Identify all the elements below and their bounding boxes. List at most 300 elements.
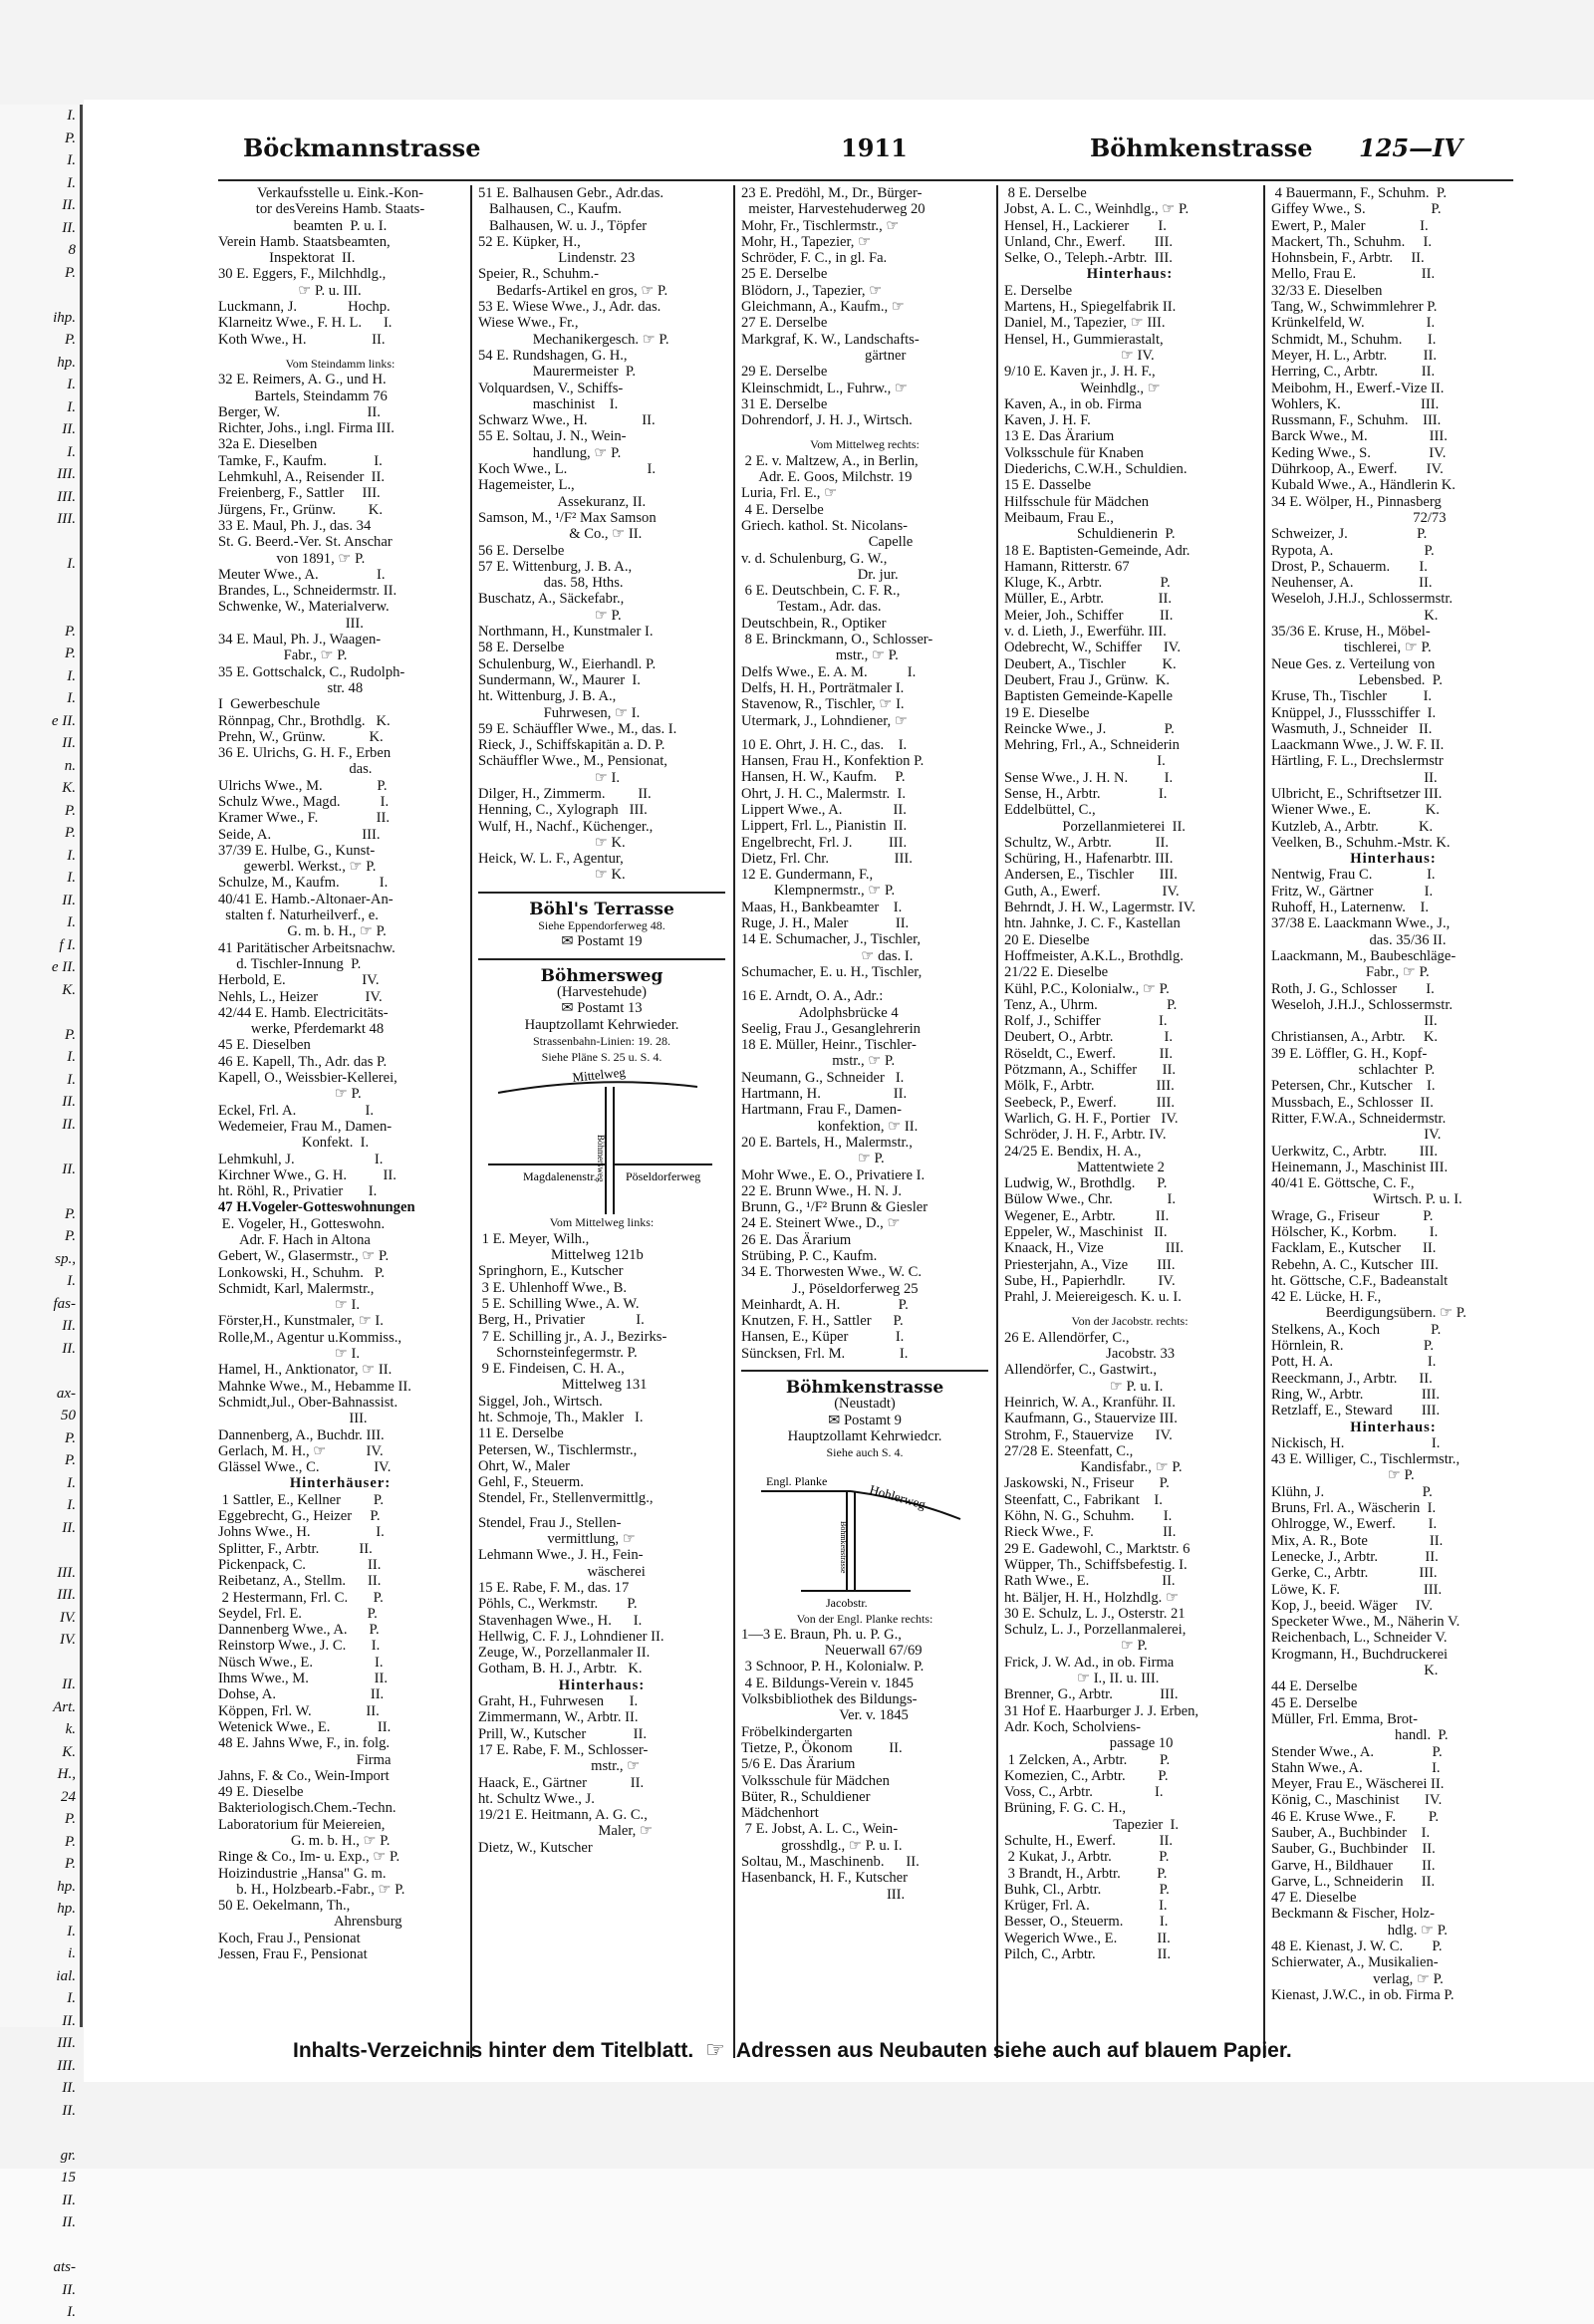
address-entry: 17 E. Rabe, F. M., Schlosser- — [478, 1741, 649, 1758]
address-entry: Deubert, O., Arbtr. I. — [1004, 1029, 1174, 1046]
directory-page — [84, 100, 1594, 2082]
address-entry: 15 E. Rabe, F. M., das. 17 — [478, 1579, 630, 1596]
margin-mark: gr. — [60, 2147, 76, 2164]
address-entry: Röseldt, C., Ewerf. II. — [1004, 1045, 1174, 1062]
margin-mark: II. — [62, 197, 76, 213]
margin-mark: ats- — [53, 2259, 76, 2275]
address-entry: ht. Bäljer, H. H., Holzhdlg. ☞ — [1004, 1589, 1180, 1606]
address-entry: Hoffmeister, A.K.L., Brothdlg. — [1004, 947, 1184, 964]
address-entry: Deubert, Frau J., Grünw. K. — [1004, 671, 1171, 688]
address-entry: Hamann, Ritterstr. 67 — [1004, 558, 1130, 575]
centered-entry: Hauptzollamt Kehrwiedcr. — [787, 1427, 942, 1444]
address-entry: Mölk, F., Arbtr. III. — [1004, 1078, 1175, 1095]
address-entry: Förster,H., Kunstmaler, ☞ I. — [218, 1313, 384, 1330]
margin-mark: I. — [67, 870, 76, 886]
address-entry: Pilch, C., Arbtr. II. — [1004, 1946, 1172, 1963]
address-entry: Wüpper, Th., Schiffsbefestig. I. — [1004, 1556, 1188, 1573]
address-entry: Rath Wwe., E. II. — [1004, 1573, 1176, 1590]
margin-mark: 50 — [61, 1408, 76, 1423]
address-entry: 34 E. Maul, Ph. J., Waagen- — [218, 632, 382, 648]
margin-mark: I. — [67, 1273, 76, 1289]
column-1 — [218, 185, 462, 2058]
address-entry: Nehls, L., Heizer IV. — [218, 988, 383, 1005]
margin-mark: K. — [62, 780, 76, 796]
address-entry: handlung, ☞ P. — [478, 444, 622, 461]
address-entry: Mittelweg 121b — [478, 1247, 644, 1264]
address-entry: Kubald Wwe., A., Händlerin K. — [1271, 477, 1456, 494]
address-entry: ht. Wittenburg, J. B. A., — [478, 688, 617, 705]
address-entry: Reinstorp Wwe., J. C. I. — [218, 1638, 381, 1655]
address-entry: Eggebrecht, G., Heizer P. — [218, 1508, 381, 1525]
centered-entry: Verkaufsstelle u. Eink.-Kon- — [257, 185, 423, 201]
address-entry: meister, Harvestehuderweg 20 — [741, 201, 926, 218]
page-number: 125—IV — [1359, 133, 1462, 162]
address-entry: Gebert, W., Glasermstr., ☞ P. — [218, 1248, 390, 1265]
address-entry: Baptisten Gemeinde-Kapelle — [1004, 688, 1173, 705]
address-entry: 41 Paritätischer Arbeitsnachw. — [218, 939, 396, 956]
address-entry: Christiansen, A., Arbtr. K. — [1271, 1029, 1439, 1046]
address-entry: Stendel, Frau J., Stellen- — [478, 1514, 622, 1531]
address-entry: Ringe & Co., Im- u. Exp., ☞ P. — [218, 1849, 400, 1866]
address-entry: Schüring, H., Hafenarbtr. III. — [1004, 851, 1174, 868]
address-entry: Kruse, Th., Tischler I. — [1271, 688, 1433, 705]
address-entry: 53 E. Wiese Wwe., J., Adr. das. — [478, 299, 662, 316]
address-entry: Schröder, F. C., in gl. Fa. — [741, 250, 888, 267]
address-entry: Maas, H., Bankbeamter I. — [741, 899, 903, 915]
address-entry: Wiese Wwe., Fr., — [478, 315, 579, 332]
margin-mark: II. — [62, 2281, 76, 2298]
margin-mark: I. — [67, 2304, 76, 2320]
centered-entry: (Harvestehude) — [557, 983, 647, 1000]
margin-mark: II. — [62, 1340, 76, 1357]
address-entry: 55 E. Soltau, J. N., Wein- — [478, 428, 627, 445]
address-entry: Verein Hamb. Staatsbeamten, — [218, 233, 391, 250]
street-map-boehmkenstrasse — [741, 1461, 980, 1611]
address-entry: Klarneitz Wwe., F. H. L. I. — [218, 315, 393, 332]
address-entry: Petersen, W., Tischlermstr., — [478, 1441, 638, 1458]
address-entry: 13 E. Das Ärarium — [1004, 428, 1115, 445]
address-entry: 3 Schnoor, P. H., Kolonialw. P. — [741, 1659, 925, 1676]
address-entry: Dannenberg Wwe., A. P. — [218, 1622, 380, 1639]
address-entry: Wirtsch. P. u. I. — [1271, 1191, 1462, 1208]
address-entry: 4 E. Bildungs-Verein v. 1845 — [741, 1675, 914, 1691]
margin-mark: P. — [65, 1811, 76, 1827]
footer-new-buildings-note: Adressen aus Neubauten siehe auch auf blauem Papier. — [735, 2039, 1292, 2062]
street-heading: Böhl's Terrasse — [529, 899, 674, 919]
address-entry: 47 E. Dieselbe — [1271, 1890, 1357, 1907]
address-entry: Speier, R., Schuhm.- — [478, 266, 600, 283]
small-note: Siehe auch S. 4. — [826, 1445, 904, 1460]
margin-mark — [0, 284, 80, 307]
margin-mark: I. — [67, 914, 76, 930]
margin-mark — [0, 576, 80, 599]
address-entry: Gleichmann, A., Kaufm., ☞ — [741, 299, 905, 316]
address-entry: Berg, H., Privatier I. — [478, 1312, 645, 1329]
address-entry: Jobst, A. L. C., Weinhdlg., ☞ P. — [1004, 201, 1190, 218]
address-entry: ht. Schmoje, Th., Makler I. — [478, 1410, 644, 1425]
address-entry: 30 E. Eggers, F., Milchhdlg., — [218, 266, 387, 283]
margin-mark: P. — [65, 1452, 76, 1468]
address-entry: Dietz, W., Kutscher — [478, 1839, 593, 1856]
address-entry: Sense Wwe., J. H. N. I. — [1004, 769, 1174, 786]
address-entry: 59 E. Schäuffler Wwe., M., das. I. — [478, 720, 677, 737]
address-entry: Beckmann & Fischer, Holz- — [1271, 1906, 1435, 1923]
margin-mark: hp. — [57, 1878, 76, 1895]
address-entry: Reeckmann, J., Arbtr. II. — [1271, 1370, 1433, 1387]
address-entry: Strübing, P. C., Kaufm. — [741, 1248, 878, 1264]
address-entry: Eddelbüttel, C., — [1004, 802, 1096, 819]
address-entry: Süncksen, Frl. M. I. — [741, 1345, 909, 1362]
address-entry: Zeuge, W., Porzellanmaler II. — [478, 1645, 651, 1662]
address-entry: Rieck Wwe., F. II. — [1004, 1524, 1177, 1541]
address-entry: Hölscher, K., Korbm. I. — [1271, 1224, 1439, 1240]
address-entry: Hansen, E., Küper I. — [741, 1329, 905, 1346]
header-street-right: Böhmkenstrasse — [1090, 133, 1313, 162]
address-entry: III. — [218, 1411, 368, 1427]
address-entry: Dietz, Frl. Chr. III. — [741, 850, 913, 867]
address-entry: Reichenbach, L., Schneider V. — [1271, 1630, 1448, 1647]
address-entry: Selke, O., Teleph.-Arbtr. III. — [1004, 250, 1173, 267]
address-entry: Hansen, Frau H., Konfektion P. — [741, 753, 925, 770]
address-entry: Pötzmann, A., Schiffer II. — [1004, 1062, 1176, 1079]
margin-mark: 15 — [61, 2170, 76, 2186]
address-entry: 45 E. Dieselben — [218, 1037, 311, 1054]
address-entry: Jahns, F. & Co., Wein-Import — [218, 1767, 390, 1784]
address-entry: Ruge, J. H., Maler II. — [741, 915, 910, 932]
address-entry: Lonkowski, H., Schuhm. P. — [218, 1264, 386, 1281]
margin-mark: P. — [65, 802, 76, 819]
margin-mark: IV. — [60, 1609, 76, 1626]
address-entry: Steenfatt, C., Fabrikant I. — [1004, 1491, 1163, 1508]
address-entry: 26 E. Allendörfer, C., — [1004, 1329, 1130, 1346]
address-entry: Bedarfs-Artikel en gros, ☞ P. — [478, 282, 668, 299]
address-entry: Eckel, Frl. A. I. — [218, 1102, 375, 1119]
address-entry: Ohlrogge, W., Ewerf. I. — [1271, 1516, 1438, 1533]
page-footer — [293, 2037, 1488, 2063]
address-entry — [1004, 1305, 1255, 1313]
address-entry: Stahn Wwe., A. I. — [1271, 1759, 1441, 1776]
centered-entry: tor desVereins Hamb. Staats- — [255, 201, 425, 218]
address-entry: I Gewerbeschule — [218, 696, 321, 713]
address-entry: Rypota, A. P. — [1271, 542, 1435, 559]
address-entry: 34 E. Wölper, H., Pinnasberg — [1271, 493, 1442, 510]
margin-mark — [0, 1652, 80, 1675]
margin-mark: I. — [67, 1071, 76, 1088]
margin-mark: P. — [65, 1228, 76, 1244]
address-entry: ☞ P. u. III. — [218, 282, 362, 299]
address-entry: Pott, H. A. I. — [1271, 1354, 1437, 1371]
address-entry: Luria, Frl. E., ☞ — [741, 485, 838, 502]
address-entry: Klempnermstr., ☞ P. — [741, 883, 896, 900]
address-entry: Jacobstr. 33 — [1004, 1346, 1176, 1363]
address-entry: Johns Wwe., H. I. — [218, 1524, 385, 1541]
address-entry: Kirchner Wwe., G. H. II. — [218, 1166, 397, 1183]
section-heading: Hinterhäuser: — [289, 1475, 392, 1492]
address-entry: 2 Hestermann, Frl. C. P. — [218, 1589, 384, 1606]
address-entry: Ihms Wwe., M. II. — [218, 1671, 388, 1687]
margin-mark: e II. — [51, 959, 76, 975]
address-entry: Springhorn, E., Kutscher — [478, 1263, 624, 1280]
margin-mark: II. — [62, 1519, 76, 1536]
address-entry: Löwe, K. F. III. — [1271, 1581, 1443, 1598]
column-divider — [470, 185, 472, 2058]
address-entry: 5/6 E. Das Ärarium — [741, 1756, 856, 1773]
address-entry: Fritz, W., Gärtner I. — [1271, 883, 1434, 900]
address-entry: Freienberg, F., Sattler III. — [218, 485, 381, 502]
address-entry: Nickisch, H. I. — [1271, 1434, 1441, 1451]
address-entry: d. Tischler-Innung P. — [218, 955, 362, 972]
address-entry: Gerke, C., Arbtr. III. — [1271, 1565, 1438, 1582]
address-entry: König, C., Maschinist IV. — [1271, 1792, 1443, 1809]
centered-entry: ✉ Postamt 19 — [561, 933, 643, 950]
address-entry: Herring, C., Arbtr. II. — [1271, 364, 1436, 381]
address-entry: 22 E. Brunn Wwe., H. N. J. — [741, 1182, 903, 1199]
address-entry: Prill, W., Kutscher II. — [478, 1725, 648, 1742]
address-entry: Bartels, Steindamm 76 — [218, 387, 388, 404]
address-entry: Hörnlein, R. P. — [1271, 1338, 1434, 1355]
address-entry: Jürgens, Fr., Grünw. K. — [218, 501, 383, 518]
margin-mark — [0, 1180, 80, 1203]
address-entry: 35/36 E. Kruse, H., Möbel- — [1271, 624, 1431, 641]
address-entry: str. 48 — [218, 679, 364, 696]
margin-mark — [0, 598, 80, 621]
address-entry: Gerlach, M. H., ☞ IV. — [218, 1442, 384, 1459]
margin-mark: Art. — [53, 1698, 76, 1715]
address-entry: Reibetanz, A., Stellm. II. — [218, 1573, 382, 1590]
address-entry: 3 E. Uhlenhoff Wwe., B. — [478, 1279, 628, 1296]
address-entry: Specketer Wwe., M., Näherin V. — [1271, 1614, 1461, 1631]
address-entry: Meyer, H. L., Arbtr. II. — [1271, 347, 1437, 364]
header-rule — [218, 179, 1513, 181]
address-entry: 24/25 E. Bendix, H. A., — [1004, 1143, 1142, 1160]
address-entry: Rolf, J., Schiffer I. — [1004, 1013, 1168, 1030]
address-entry: Hensel, H., Lackierer I. — [1004, 217, 1167, 234]
small-note: Vom Steindamm links: — [285, 356, 396, 371]
address-entry: Dr. jur. — [741, 566, 899, 583]
header-street-left: Böckmannstrasse — [243, 133, 481, 162]
address-entry: Prahl, J. Meiereigesch. K. u. I. — [1004, 1289, 1182, 1306]
address-entry: 26 E. Das Ärarium — [741, 1231, 852, 1248]
address-entry: Luckmann, J. Hochp. — [218, 299, 391, 316]
address-entry: Köppen, Frl. W. II. — [218, 1702, 380, 1719]
address-entry: Allendörfer, C., Gastwirt., — [1004, 1362, 1158, 1379]
address-entry: Brüning, F. G. C. H., — [1004, 1800, 1127, 1817]
column-divider — [1263, 185, 1265, 2058]
address-entry: Mohr Wwe., E. O., Privatiere I. — [741, 1166, 926, 1183]
address-entry: wäscherei — [478, 1563, 646, 1580]
address-entry: Köhn, N. G., Schuhm. I. — [1004, 1508, 1173, 1525]
address-entry: Sense, H., Arbtr. I. — [1004, 785, 1168, 802]
address-entry: 8 E. Brinckmann, O., Schlosser- — [741, 632, 933, 648]
margin-mark: K. — [62, 981, 76, 998]
address-entry: Dührkoop, A., Ewerf. IV. — [1271, 461, 1444, 478]
address-entry: Schweizer, J. P. — [1271, 526, 1428, 543]
address-entry: Koth Wwe., H. II. — [218, 331, 386, 348]
map-street-label: Pöseldorferweg — [626, 1169, 701, 1184]
margin-mark: I. — [67, 152, 76, 168]
footer-index-note: Inhalts-Verzeichnis hinter dem Titelblatt. — [293, 2039, 694, 2062]
margin-mark: P. — [65, 1205, 76, 1222]
address-entry: E. Vogeler, H., Gotteswohn. — [218, 1215, 386, 1232]
margin-mark: III. — [57, 2057, 76, 2074]
address-entry: Hartmann, H. II. — [741, 1086, 908, 1103]
address-entry: Deubert, A., Tischler K. — [1004, 655, 1177, 672]
margin-mark: P. — [65, 646, 76, 661]
margin-mark: II. — [62, 2192, 76, 2208]
address-entry: Drost, P., Schauerm. I. — [1271, 558, 1428, 575]
address-entry: Dannenberg, A., Buchdr. III. — [218, 1426, 385, 1443]
margin-mark: I. — [67, 847, 76, 864]
address-entry: Hensel, H., Gummierastalt, — [1004, 331, 1164, 348]
address-entry: 51 E. Balhausen Gebr., Adr.das. — [478, 185, 664, 201]
margin-mark: n. — [64, 757, 76, 774]
small-note: Von der Jacobstr. rechts: — [1071, 1314, 1189, 1329]
address-entry: Soltau, M., Maschinenb. II. — [741, 1854, 920, 1871]
address-entry: Beerdigungsübern. ☞ P. — [1271, 1305, 1466, 1322]
address-entry: 37/38 E. Laackmann Wwe., J., — [1271, 915, 1451, 932]
address-entry: 1 Sattler, E., Kellner P. — [218, 1491, 385, 1508]
address-entry: 46 E. Kruse Wwe., F. P. — [1271, 1808, 1440, 1825]
address-entry: Kaven, A., in ob. Firma — [1004, 395, 1142, 412]
address-entry: Volquardsen, V., Schiffs- — [478, 380, 624, 396]
address-entry: Garve, H., Bildhauer II. — [1271, 1857, 1436, 1874]
address-entry: Adr. Koch, Scholviens- — [1004, 1718, 1142, 1735]
address-entry: konfektion, ☞ II. — [741, 1118, 919, 1135]
address-entry: ☞ P. — [1004, 1638, 1148, 1655]
address-entry: Wegerich Wwe., E. II. — [1004, 1930, 1171, 1946]
address-entry: Meuter Wwe., A. I. — [218, 566, 386, 583]
address-entry: Ver. v. 1845 — [741, 1707, 909, 1724]
address-entry: 29 E. Gadewohl, C., Marktstr. 6 — [1004, 1540, 1191, 1557]
address-entry: stalten f. Naturheilverf., e. — [218, 907, 379, 924]
address-entry: 19 E. Dieselbe — [1004, 704, 1090, 721]
address-entry: Fabr., ☞ P. — [218, 647, 348, 664]
address-entry — [218, 348, 462, 356]
address-entry: K. — [1271, 607, 1439, 624]
margin-mark: f I. — [59, 936, 76, 953]
address-entry: Besser, O., Steuerm. I. — [1004, 1914, 1169, 1931]
address-entry: Adolphsbrücke 4 — [741, 1004, 899, 1021]
address-entry: Garve, L., Schneiderin II. — [1271, 1873, 1436, 1890]
margin-mark: 24 — [61, 1788, 76, 1805]
address-entry: Mahnke Wwe., M., Hebamme II. — [218, 1378, 411, 1395]
address-entry: 48 E. Kienast, J. W. C. P. — [1271, 1938, 1443, 1955]
address-entry: Koch Wwe., L. I. — [478, 461, 657, 478]
address-entry: Neue Ges. z. Verteilung von — [1271, 655, 1436, 672]
address-entry: Stendel, Fr., Stellenvermittlg., — [478, 1490, 654, 1507]
address-entry: Komezien, C., Arbtr. P. — [1004, 1767, 1169, 1784]
address-entry: Knüppel, J., Flussschiffer I. — [1271, 704, 1437, 721]
address-entry: Griech. kathol. St. Nicolans- — [741, 517, 908, 534]
margin-mark: I. — [67, 556, 76, 572]
address-entry: Mattentwiete 2 — [1004, 1159, 1165, 1175]
address-entry: Adr. E. Goos, Milchstr. 19 — [741, 469, 913, 486]
address-entry: Zimmermann, W., Arbtr. II. — [478, 1709, 639, 1726]
margin-mark: ax- — [56, 1385, 76, 1402]
address-entry: 49 E. Dieselbe — [218, 1784, 304, 1801]
address-entry: Nüsch Wwe., E. I. — [218, 1654, 384, 1671]
pointing-hand-icon: ☞ — [705, 2037, 725, 2062]
address-entry: Richter, Johs., i.ngl. Firma III. — [218, 420, 395, 437]
address-entry: IV. — [1271, 1127, 1442, 1144]
map-street-label: Hohlerweg — [868, 1481, 928, 1512]
address-entry: Assekuranz, II. — [478, 493, 647, 510]
address-entry: Heinrich, W. A., Kranführ. II. — [1004, 1394, 1176, 1411]
address-entry: Schwarz Wwe., H. II. — [478, 412, 656, 429]
margin-mark: III. — [57, 1587, 76, 1603]
column-3 — [741, 185, 988, 2058]
address-entry: Seelig, Frau J., Gesanglehrerin — [741, 1020, 921, 1037]
margin-mark: II. — [62, 2012, 76, 2029]
address-entry: Meier, Joh., Schiffer II. — [1004, 607, 1174, 624]
address-entry: E. Derselbe — [1004, 282, 1073, 299]
margin-mark: H., — [57, 1766, 76, 1782]
margin-mark: III. — [57, 1564, 76, 1581]
address-entry: Bülow Wwe., Chr. I. — [1004, 1191, 1177, 1208]
address-entry: 18 E. Baptisten-Gemeinde, Adr. — [1004, 542, 1191, 559]
address-entry: 2 E. v. Maltzew, A., in Berlin, — [741, 452, 919, 469]
map-street-label: Böhmersweg — [596, 1135, 606, 1182]
address-entry: 42 E. Lücke, H. F., — [1271, 1289, 1382, 1306]
address-entry: Voss, C., Arbtr. I. — [1004, 1784, 1164, 1801]
small-note: Strassenbahn-Linien: 19. 28. — [533, 1033, 670, 1048]
address-entry: Seydel, Frl. E. P. — [218, 1605, 378, 1622]
address-entry: Diederichs, C.W.H., Schuldien. — [1004, 461, 1188, 478]
address-entry: Prehn, W., Grünw. K. — [218, 728, 384, 745]
address-entry: Stelkens, A., Koch P. — [1271, 1321, 1442, 1338]
address-entry: grosshdlg., ☞ P. u. I. — [741, 1837, 903, 1854]
address-entry: 16 E. Arndt, O. A., Adr.: — [741, 988, 884, 1005]
margin-mark: I. — [67, 377, 76, 392]
address-entry: Ritter, F.W.A., Schneidermstr. — [1271, 1110, 1447, 1127]
address-entry: Priesterjahn, A., Vize III. — [1004, 1256, 1176, 1273]
address-entry: Hilfsschule für Mädchen — [1004, 493, 1150, 510]
address-entry: Hellwig, C. F. J., Lohndiener II. — [478, 1628, 664, 1645]
address-entry: 25 E. Derselbe — [741, 266, 828, 283]
address-entry: Gotham, B. H. J., Arbtr. K. — [478, 1661, 643, 1678]
small-note: Vom Mittelweg rechts: — [810, 437, 920, 452]
header-year: 1911 — [841, 133, 908, 162]
margin-mark: P. — [65, 332, 76, 348]
address-entry: 19/21 E. Heitmann, A. G. C., — [478, 1807, 648, 1824]
address-entry: Weinhdlg., ☞ — [1004, 380, 1161, 396]
margin-mark: II. — [62, 421, 76, 437]
address-entry: tischlerei, ☞ P. — [1271, 640, 1432, 656]
address-entry: Fröbelkindergarten — [741, 1723, 853, 1740]
margin-mark: II. — [62, 2102, 76, 2119]
address-entry: Schmidt, Karl, Malermstr., — [218, 1280, 375, 1297]
address-entry: 4 E. Derselbe — [741, 501, 824, 518]
address-entry: hdlg. ☞ P. — [1271, 1922, 1448, 1938]
building-heading: 47 H.Vogeler-Gotteswohnungen — [218, 1199, 415, 1216]
address-entry: 3 Brandt, H., Arbtr. P. — [1004, 1865, 1168, 1882]
address-entry: Stavenow, R., Tischler, ☞ I. — [741, 696, 905, 713]
address-entry — [741, 729, 988, 737]
address-entry: Kutzleb, A., Arbtr. K. — [1271, 818, 1434, 835]
address-entry: Meibaum, Frau E., — [1004, 509, 1114, 526]
address-entry: Schulenburg, W., Eierhandl. P. — [478, 655, 657, 672]
address-entry: Utermark, J., Lohndiener, ☞ — [741, 712, 908, 729]
margin-mark: I. — [67, 1049, 76, 1065]
address-entry: St. G. Beerd.-Ver. St. Anschar — [218, 534, 393, 551]
address-entry: Kop, J., beeid. Wäger IV. — [1271, 1597, 1433, 1614]
address-entry: Mackert, Th., Schuhm. I. — [1271, 233, 1433, 250]
address-entry: Lehmkuhl, A., Reisender II. — [218, 469, 385, 486]
column-divider — [733, 185, 735, 2058]
address-entry: 39 E. Löffler, G. H., Kopf- — [1271, 1045, 1428, 1062]
margin-mark — [0, 2122, 80, 2145]
section-heading: Hinterhaus: — [558, 1677, 646, 1693]
